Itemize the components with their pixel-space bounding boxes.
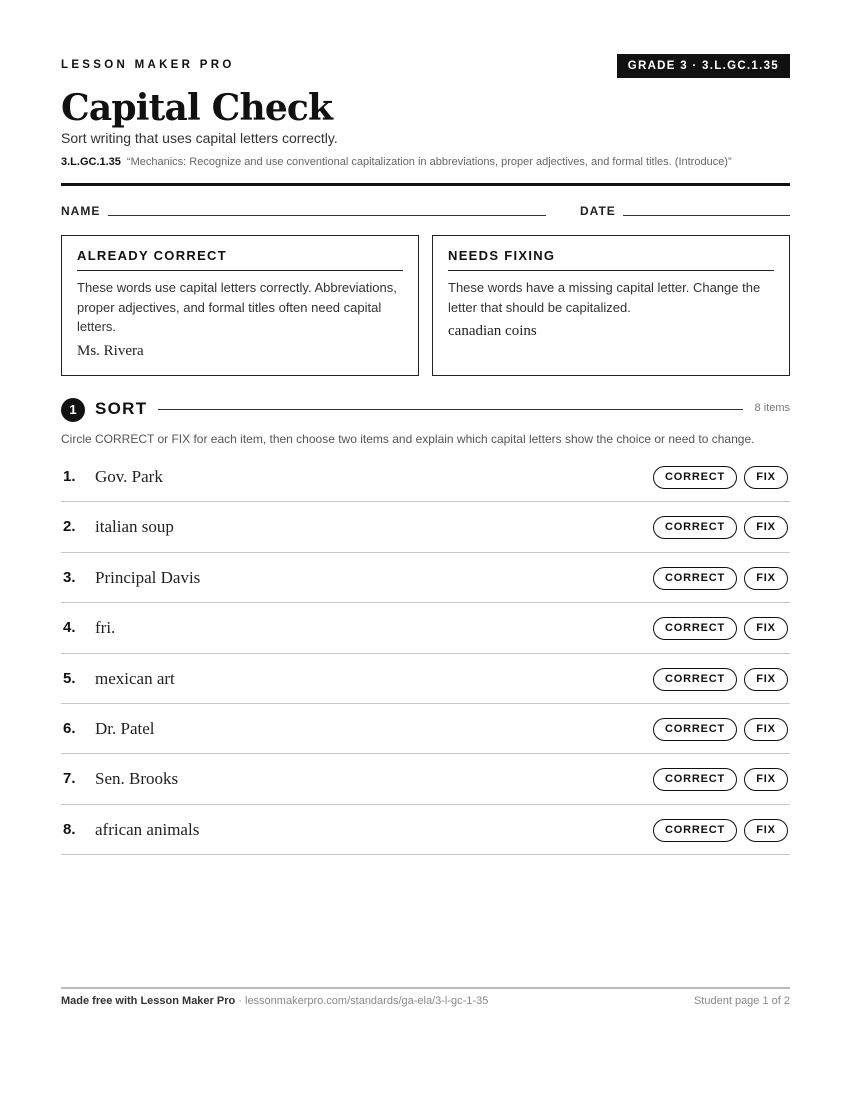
already-correct-description: These words use capital letters correctly. Abbreviations, proper adjectives, and formal titles often need capital letters.: [77, 280, 397, 334]
fix-button[interactable]: FIX: [744, 668, 788, 691]
footer-page-number: Student page 1 of 2: [693, 995, 790, 1007]
fix-button[interactable]: FIX: [744, 768, 788, 791]
list-item: [61, 805, 790, 855]
standard-line: [61, 156, 732, 168]
fix-button[interactable]: FIX: [744, 567, 788, 590]
item-number: 7.: [63, 770, 76, 788]
needs-fixing-box: [432, 235, 790, 376]
fix-button[interactable]: FIX: [744, 466, 788, 489]
needs-fixing-example: canadian coins: [448, 323, 537, 339]
worksheet-page: [61, 0, 790, 1100]
correct-button[interactable]: CORRECT: [653, 718, 737, 741]
page-title: Capital Check: [61, 87, 333, 129]
section-title: SORT: [95, 399, 148, 418]
list-item: [61, 704, 790, 754]
item-number: 3.: [63, 568, 76, 586]
item-number: 5.: [63, 669, 76, 687]
correct-button[interactable]: CORRECT: [653, 819, 737, 842]
section-divider: [158, 409, 743, 410]
correct-button[interactable]: CORRECT: [653, 516, 737, 539]
list-item: [61, 452, 790, 502]
item-number: 2.: [63, 518, 76, 536]
list-item: [61, 502, 790, 552]
item-text: Gov. Park: [95, 467, 163, 486]
needs-fixing-description: These words have a missing capital letter. Change the letter that should be capitalized.: [448, 280, 761, 315]
item-number: 6.: [63, 719, 76, 737]
item-number: 1.: [63, 468, 76, 485]
grade-badge: GRADE 3 · 3.L.GC.1.35: [617, 54, 790, 78]
correct-button[interactable]: CORRECT: [653, 466, 737, 489]
item-text: Principal Davis: [95, 567, 201, 587]
sort-item-list: [61, 452, 790, 855]
standard-description: “Mechanics: Recognize and use conventional capitalization in abbreviations, proper adjectives, and formal titles. (Introduce)”: [126, 156, 732, 168]
already-correct-box: [61, 235, 419, 376]
correct-button[interactable]: CORRECT: [653, 617, 737, 640]
list-item: [61, 603, 790, 653]
item-number: 8.: [63, 820, 76, 838]
already-correct-heading: ALREADY CORRECT: [77, 248, 403, 271]
sort-instructions: Circle CORRECT or FIX for each item, then choose two items and explain which capital letters show the choice or need to change.: [61, 432, 755, 446]
correct-button[interactable]: CORRECT: [653, 567, 737, 590]
brand-name: LESSON MAKER PRO: [61, 59, 235, 71]
footer-credit: [61, 995, 488, 1007]
item-text: Dr. Patel: [95, 718, 155, 738]
header-divider: [61, 183, 790, 186]
correct-button[interactable]: CORRECT: [653, 668, 737, 691]
date-field[interactable]: [623, 215, 790, 216]
section-number-badge: 1: [61, 398, 85, 422]
item-text: italian soup: [95, 517, 174, 537]
needs-fixing-heading: NEEDS FIXING: [448, 248, 774, 271]
name-label: NAME: [61, 204, 101, 218]
footer-made-with: Made free with Lesson Maker Pro: [61, 995, 236, 1007]
list-item: [61, 654, 790, 704]
item-text: mexican art: [95, 668, 175, 688]
fix-button[interactable]: FIX: [744, 617, 788, 640]
name-field[interactable]: [108, 215, 546, 216]
standard-code: 3.L.GC.1.35: [61, 156, 121, 168]
footer-divider: [61, 987, 790, 989]
fix-button[interactable]: FIX: [744, 718, 788, 741]
fix-button[interactable]: FIX: [744, 516, 788, 539]
page-subtitle: Sort writing that uses capital letters correctly.: [61, 130, 338, 146]
footer-url[interactable]: · lessonmakerpro.com/standards/ga-ela/3-l-gc-1-35: [235, 995, 489, 1007]
item-count: 8 items: [754, 402, 790, 414]
item-number: 4.: [63, 619, 76, 637]
correct-button[interactable]: CORRECT: [653, 768, 737, 791]
date-label: DATE: [580, 204, 616, 218]
already-correct-example: Ms. Rivera: [77, 342, 144, 359]
list-item: [61, 754, 790, 804]
list-item: [61, 553, 790, 603]
item-text: Sen. Brooks: [95, 769, 179, 789]
fix-button[interactable]: FIX: [744, 819, 788, 842]
item-text: fri.: [95, 618, 116, 638]
item-text: african animals: [95, 819, 200, 839]
